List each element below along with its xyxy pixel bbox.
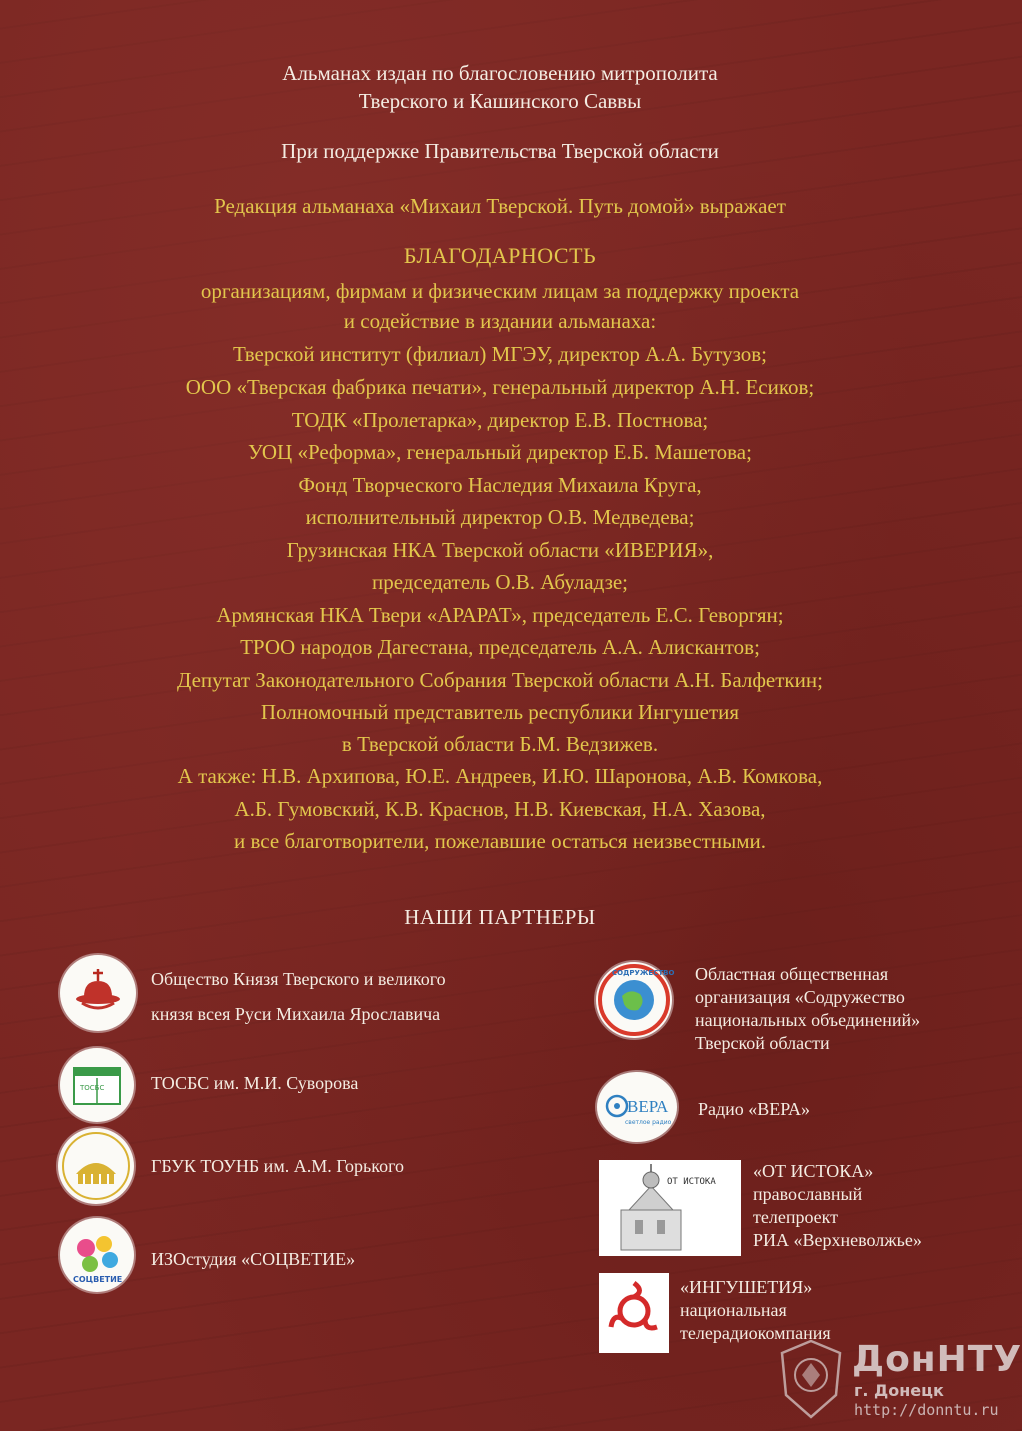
gratitude-line: Тверской институт (филиал) МГЭУ, директор А.А. Бутузов; bbox=[232, 342, 768, 366]
partner-art-studio bbox=[151, 1248, 355, 1271]
gratitude-intro: Редакция альманаха «Михаил Тверской. Путь домой» выражает bbox=[214, 194, 786, 218]
partner-tosbs bbox=[151, 1072, 358, 1095]
partner-text-line: Тверской области bbox=[695, 1033, 830, 1053]
gratitude-line: в Тверской области Б.М. Ведзижев. bbox=[341, 732, 659, 756]
partner-text-line: национальных объединений» bbox=[695, 1010, 921, 1030]
ot-istoka-logo-text: ОТ ИСТОКА bbox=[667, 1177, 716, 1187]
gratitude-line: ТРОО народов Дагестана, председатель А.А. Алискантов; bbox=[240, 635, 760, 659]
partner-text-line: «ИНГУШЕТИЯ» bbox=[680, 1277, 813, 1297]
library-building-logo-icon bbox=[58, 1128, 134, 1204]
gratitude-heading: БЛАГОДАРНОСТЬ bbox=[403, 243, 597, 268]
partner-text-line: ТОСБС им. М.И. Суворова bbox=[151, 1073, 359, 1093]
partner-sodruzhestvo bbox=[695, 963, 920, 1055]
gratitude-line: УОЦ «Реформа», генеральный директор Е.Б. Машетова; bbox=[248, 440, 752, 464]
partner-ot-istoka bbox=[753, 1160, 922, 1252]
partner-text-line: организация «Содружество bbox=[695, 987, 905, 1007]
vera-logo-text: ВЕРА bbox=[627, 1097, 669, 1116]
sodruzhestvo-globe-logo-icon bbox=[596, 962, 675, 1038]
blessing-line-1: Альманах издан по благословению митрополита bbox=[282, 61, 718, 85]
partners-title: НАШИ ПАРТНЕРЫ bbox=[404, 905, 596, 929]
partner-text-line: ГБУК ТОУНБ им. А.М. Горького bbox=[151, 1156, 405, 1176]
partner-text-line: телерадиокомпания bbox=[680, 1323, 831, 1343]
tosbs-book-logo-icon bbox=[60, 1048, 134, 1122]
cathedral-logo-icon bbox=[599, 1160, 741, 1256]
gratitude-line: исполнительный директор О.В. Медведева; bbox=[305, 505, 695, 529]
gratitude-line: председатель О.В. Абуладзе; bbox=[371, 570, 629, 594]
crown-church-logo-icon bbox=[60, 955, 136, 1031]
watermark-url[interactable]: http://donntu.ru bbox=[854, 1401, 999, 1419]
partner-radio-vera bbox=[698, 1098, 810, 1121]
gratitude-line: Фонд Творческого Наследия Михаила Круга, bbox=[298, 473, 702, 497]
gratitude-line: организациям, фирмам и физическим лицам за поддержку проекта bbox=[200, 279, 800, 303]
gratitude-line: ООО «Тверская фабрика печати», генеральный директор А.Н. Есиков; bbox=[185, 375, 815, 399]
partner-text-line: князя всея Руси Михаила Ярославича bbox=[151, 1004, 441, 1024]
gratitude-line: Армянская НКА Твери «АРАРАТ», председатель Е.С. Геворгян; bbox=[216, 603, 784, 627]
partner-text-line: Общество Князя Тверского и великого bbox=[151, 969, 446, 989]
sodruzhestvo-logo-text: СОДРУЖЕСТВО bbox=[612, 969, 675, 977]
partner-text-line: РИА «Верхневолжье» bbox=[753, 1230, 922, 1250]
ingushetia-solar-logo-icon bbox=[599, 1273, 669, 1353]
gratitude-line: ТОДК «Пролетарка», директор Е.В. Постнова; bbox=[291, 408, 709, 432]
gratitude-line: Грузинская НКА Тверской области «ИВЕРИЯ», bbox=[286, 538, 714, 562]
studio-logo-text: СОЦВЕТИЕ bbox=[73, 1275, 123, 1284]
watermark-city: г. Донецк bbox=[854, 1381, 944, 1400]
partner-text-line: «ОТ ИСТОКА» bbox=[753, 1161, 874, 1181]
gratitude-line: Полномочный представитель республики Ингушетия bbox=[260, 700, 740, 724]
partner-text-line: православный bbox=[753, 1184, 863, 1204]
radio-vera-logo-icon bbox=[597, 1072, 677, 1142]
partner-prince-society bbox=[151, 962, 446, 1032]
gratitude-line: и содействие в издании альманаха: bbox=[343, 309, 657, 333]
gratitude-line: и все благотворители, пожелавшие остаться неизвестными. bbox=[234, 829, 766, 853]
partner-text-line: ИЗОстудия «СОЦВЕТИЕ» bbox=[151, 1249, 356, 1269]
vera-logo-subtext: светлое радио bbox=[625, 1119, 672, 1126]
blessing-line-2: Тверского и Кашинского Саввы bbox=[358, 89, 642, 113]
gratitude-line: А также: Н.В. Архипова, Ю.Е. Андреев, И.Ю. Шаронова, А.В. Комкова, bbox=[177, 764, 823, 788]
watermark-title: ДонНТУ bbox=[852, 1339, 1022, 1380]
tosbs-logo-text: ТОСБС bbox=[80, 1084, 105, 1092]
partner-library bbox=[151, 1155, 404, 1178]
donntu-watermark bbox=[772, 1335, 1022, 1425]
partner-text-line: телепроект bbox=[753, 1207, 839, 1227]
gratitude-line: Депутат Законодательного Собрания Тверской области А.Н. Балфеткин; bbox=[177, 668, 823, 692]
gratitude-line: А.Б. Гумовский, К.В. Краснов, Н.В. Киевская, Н.А. Хазова, bbox=[234, 797, 766, 821]
partner-text-line: национальная bbox=[680, 1300, 787, 1320]
support-line: При поддержке Правительства Тверской области bbox=[281, 139, 719, 163]
partner-text-line: Областная общественная bbox=[695, 964, 889, 984]
partner-text-line: Радио «ВЕРА» bbox=[698, 1099, 810, 1119]
donntu-emblem-icon bbox=[774, 1337, 848, 1421]
art-studio-logo-icon bbox=[60, 1218, 134, 1292]
